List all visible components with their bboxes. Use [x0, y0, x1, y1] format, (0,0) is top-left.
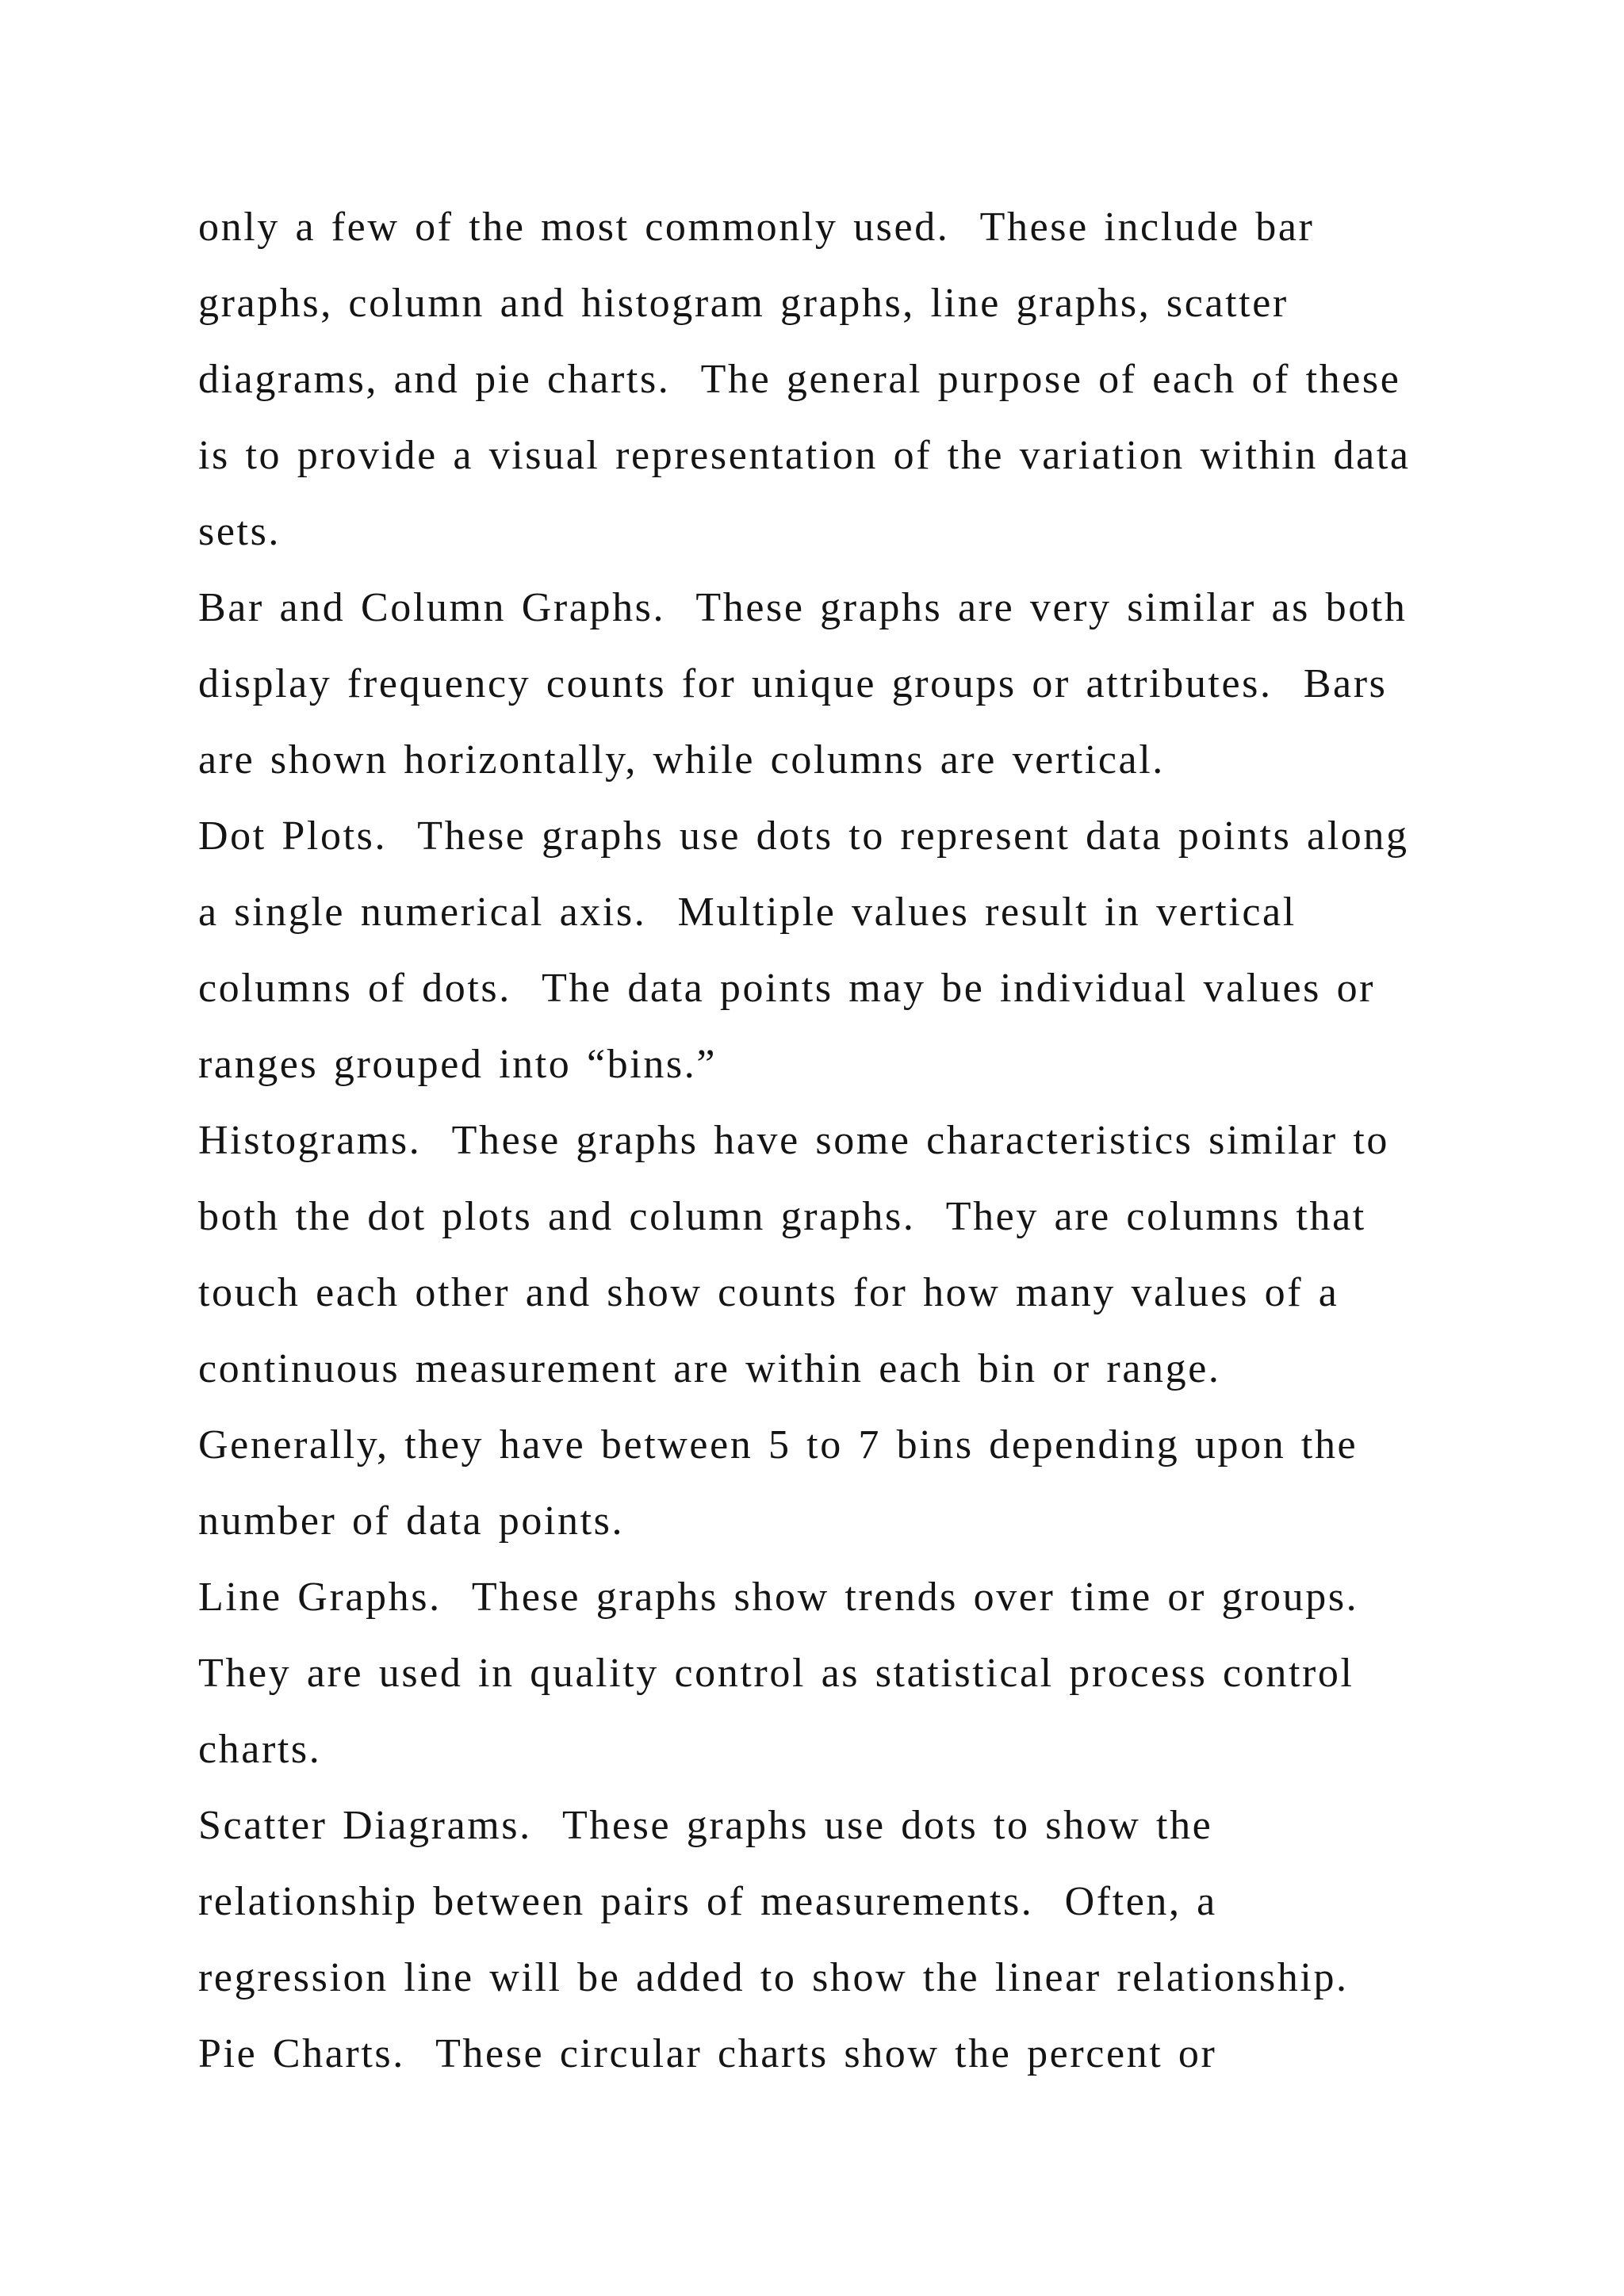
text-line: display frequency counts for unique groups or attributes. Bars — [198, 661, 1388, 706]
text-line: sets. — [198, 509, 281, 554]
text-line: Dot Plots. These graphs use dots to represent data points along — [198, 813, 1409, 859]
body-text — [198, 189, 1499, 2092]
text-line: Histograms. These graphs have some characteristics similar to — [198, 1118, 1389, 1163]
text-line: relationship between pairs of measurements. Often, a — [198, 1879, 1217, 1924]
text-line: ranges grouped into “bins.” — [198, 1042, 718, 1087]
text-line: columns of dots. The data points may be individual values or — [198, 966, 1376, 1011]
text-line: are shown horizontally, while columns are vertical. — [198, 737, 1165, 783]
text-line: regression line will be added to show the linear relationship. — [198, 1955, 1349, 2000]
text-line: They are used in quality control as statistical process control — [198, 1651, 1354, 1696]
text-line: is to provide a visual representation of the variation within data — [198, 433, 1411, 478]
text-line: Pie Charts. These circular charts show the percent or — [198, 2031, 1217, 2076]
text-line: Scatter Diagrams. These graphs use dots to show the — [198, 1803, 1213, 1848]
text-line: a single numerical axis. Multiple values result in vertical — [198, 890, 1297, 935]
text-line: number of data points. — [198, 1498, 625, 1544]
text-line: both the dot plots and column graphs. They are columns that — [198, 1194, 1366, 1239]
text-line: Line Graphs. These graphs show trends over time or groups. — [198, 1575, 1359, 1620]
text-line: graphs, column and histogram graphs, line graphs, scatter — [198, 281, 1289, 326]
text-line: Generally, they have between 5 to 7 bins depending upon the — [198, 1422, 1358, 1468]
text-line: continuous measurement are within each bin or range. — [198, 1346, 1221, 1391]
text-line: diagrams, and pie charts. The general purpose of each of these — [198, 357, 1401, 402]
text-line: only a few of the most commonly used. These include bar — [198, 205, 1315, 250]
text-line: charts. — [198, 1727, 322, 1772]
text-line: touch each other and show counts for how many values of a — [198, 1270, 1339, 1315]
text-line: Bar and Column Graphs. These graphs are very similar as both — [198, 585, 1408, 630]
